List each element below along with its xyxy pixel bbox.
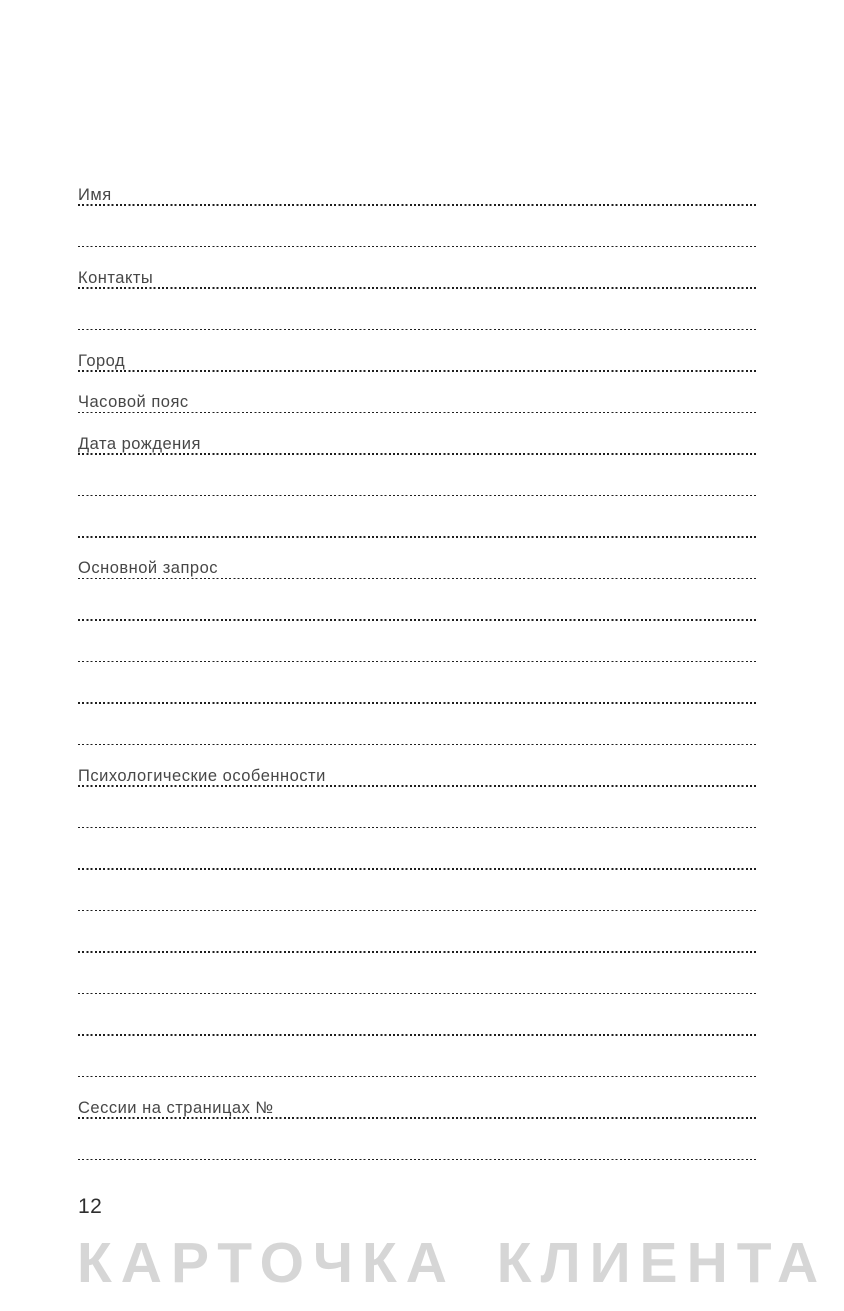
blank-line [78,870,757,912]
blank-line [78,621,757,663]
field-timezone-label: Часовой пояс [78,393,189,411]
blank-line [78,994,757,1036]
blank-line [78,787,757,829]
field-sessions-pages-label: Сессии на страницах № [78,1098,274,1117]
blank-line [78,662,757,704]
field-birth-date-label: Дата рождения [78,434,201,453]
field-contacts-label: Контакты [78,268,154,287]
blank-line [78,828,757,870]
blank-line [78,1036,757,1078]
field-psych-features-label: Психологические особенности [78,766,326,785]
field-timezone [78,372,757,414]
blank-line [78,1119,757,1161]
blank-line [78,206,757,248]
field-main-request-label: Основной запрос [78,559,219,577]
field-city-label: Город [78,351,126,370]
blank-line [78,953,757,995]
blank-line [78,911,757,953]
field-birth-date [78,413,757,455]
field-main-request [78,538,757,580]
blank-line [78,704,757,746]
blank-line [78,579,757,621]
page-number: 12 [78,1195,103,1218]
field-name [78,164,757,206]
field-psych-features [78,745,757,787]
blank-line [78,455,757,497]
blank-line [78,289,757,331]
field-contacts [78,247,757,289]
footer-title: КАРТОЧКА КЛИЕНТА [77,1231,828,1295]
field-sessions-pages [78,1077,757,1119]
form-area [78,164,757,1160]
field-name-label: Имя [78,185,112,204]
field-city [78,330,757,372]
blank-line [78,496,757,538]
